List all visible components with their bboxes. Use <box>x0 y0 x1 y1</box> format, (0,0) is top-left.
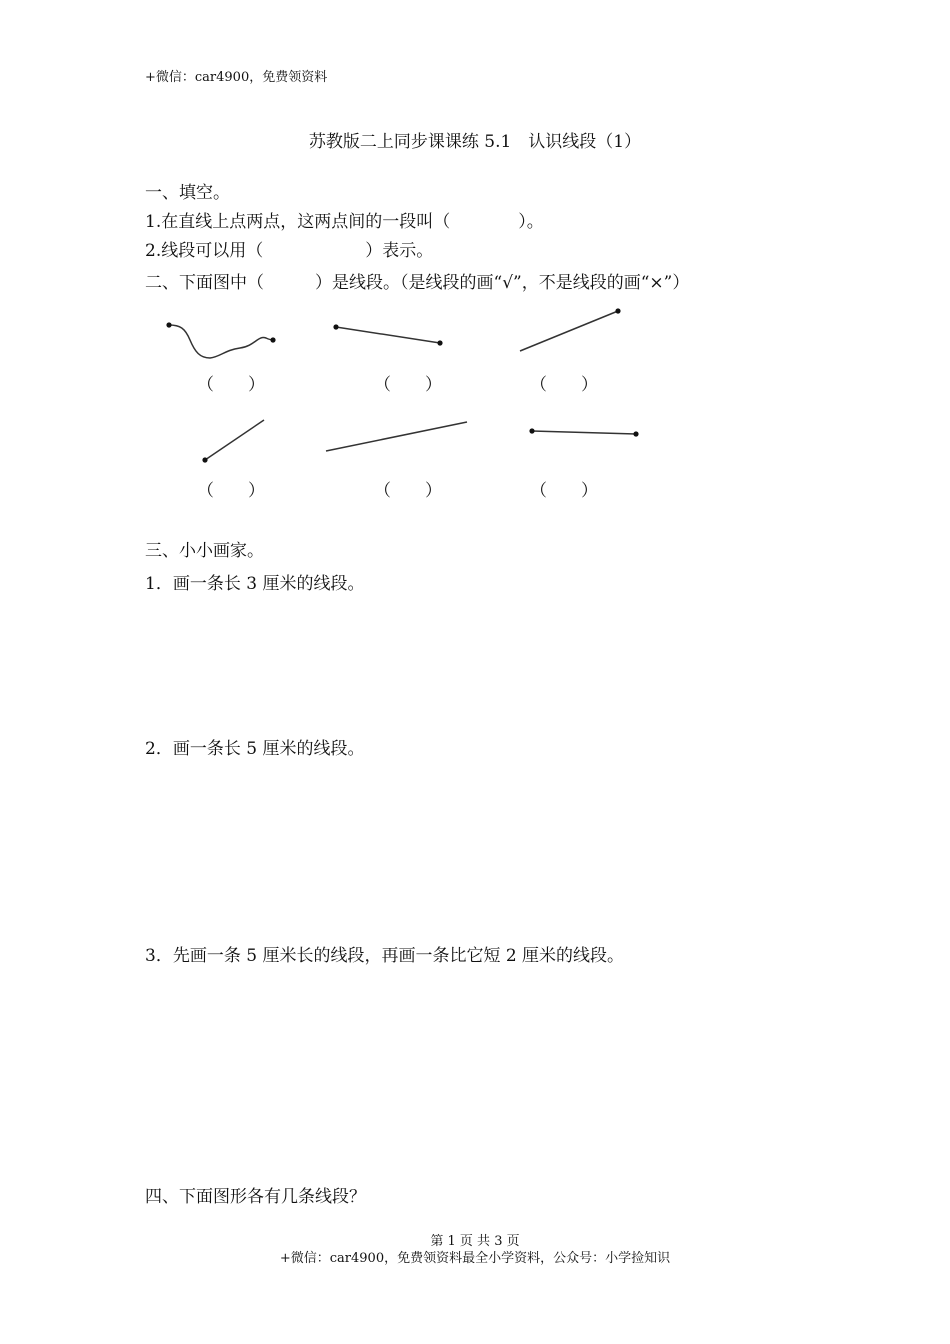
figure-curve <box>166 322 275 358</box>
section2-heading: 二、下面图中（ ）是线段。（是线段的画“√”，不是线段的画“×”） <box>145 273 690 293</box>
section3-question-3: 3．先画一条 5 厘米长的线段，再画一条比它短 2 厘米的线段。 <box>145 946 625 966</box>
figure-segment-1 <box>333 324 442 345</box>
section1-question-2: 2.线段可以用（ ）表示。 <box>145 241 434 261</box>
footer-note: +微信：car4900，免费领资料最全小学资料，公众号：小学捡知识 <box>279 1251 671 1266</box>
answer-paren-1: （ ） <box>197 375 265 395</box>
section1-question-1: 1.在直线上点两点，这两点间的一段叫（ ）。 <box>145 212 544 232</box>
line-figures <box>0 300 950 500</box>
figure-straight-line <box>326 422 467 451</box>
figure-ray-2 <box>202 420 264 463</box>
figure-ray-1 <box>520 308 621 351</box>
page-number: 第 1 页 共 3 页 <box>430 1234 520 1249</box>
answer-paren-4: （ ） <box>197 481 265 501</box>
answer-paren-2: （ ） <box>374 375 442 395</box>
section4-heading: 四、下面图形各有几条线段？ <box>145 1187 366 1207</box>
answer-paren-6: （ ） <box>530 481 598 501</box>
header-note: +微信：car4900，免费领资料 <box>145 70 328 85</box>
section3-question-1: 1．画一条长 3 厘米的线段。 <box>145 574 365 594</box>
section3-heading: 三、小小画家。 <box>145 541 264 561</box>
figure-segment-2 <box>529 428 638 436</box>
answer-paren-5: （ ） <box>374 481 442 501</box>
answer-paren-3: （ ） <box>530 375 598 395</box>
page-title: 苏教版二上同步课课练 5.1 认识线段（1） <box>308 132 642 152</box>
section3-question-2: 2．画一条长 5 厘米的线段。 <box>145 739 365 759</box>
section1-heading: 一、填空。 <box>145 183 230 203</box>
